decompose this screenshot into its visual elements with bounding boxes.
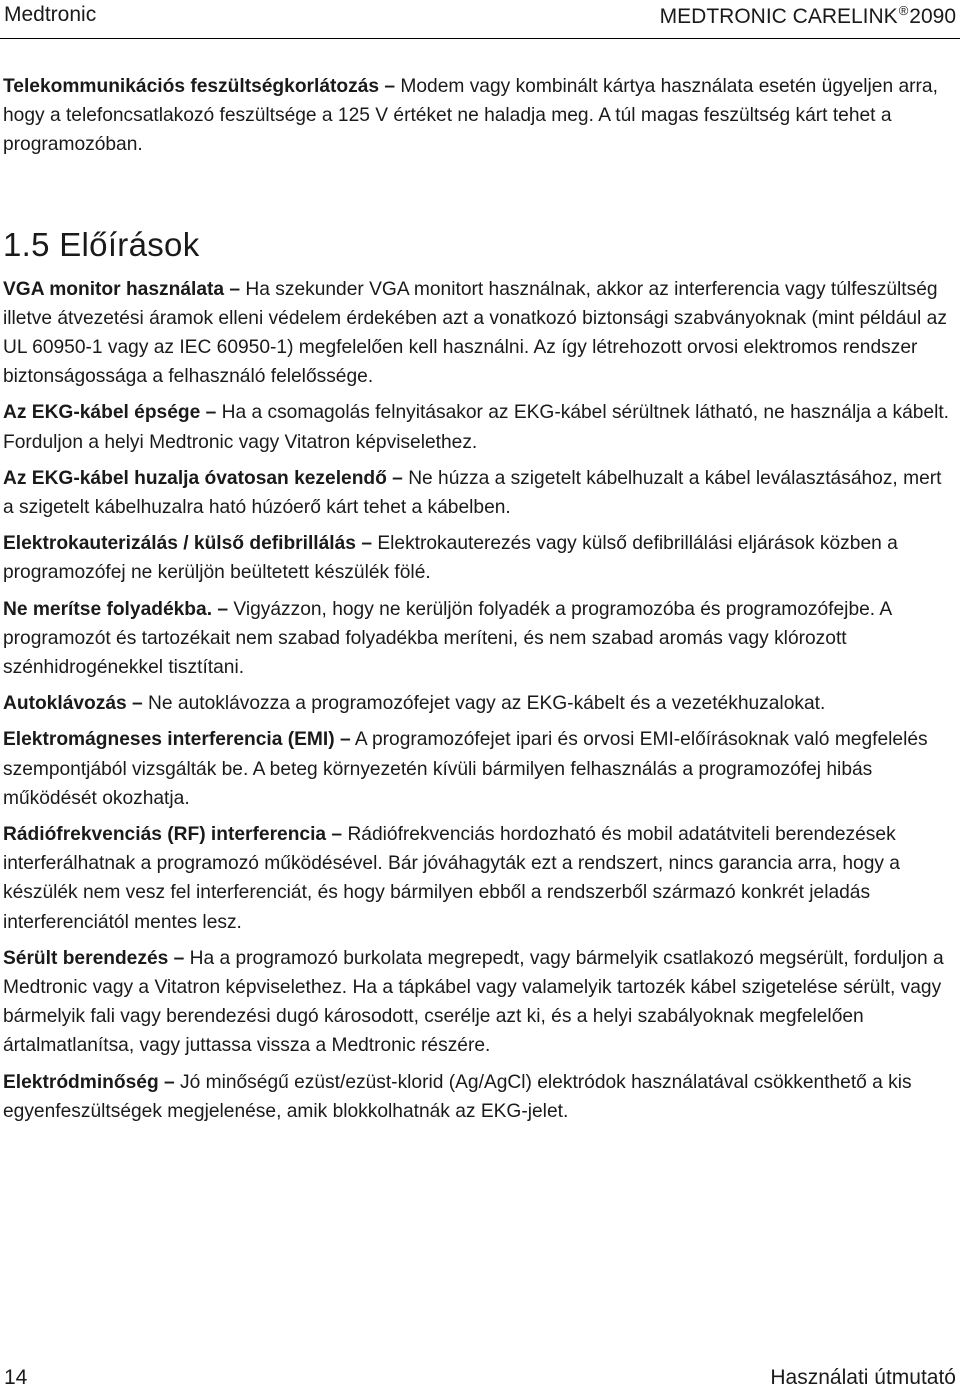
paragraph-term: Az EKG-kábel huzalja óvatosan kezelendő – [3, 467, 403, 489]
header-product-title [660, 3, 956, 29]
footer-document-title: Használati útmutató [770, 1366, 956, 1389]
paragraph-text: Ha a csomagolás felnyitásakor az EKG-kábel sérültnek látható, ne használja a kábelt. Forduljon a helyi Medtronic vagy Vitatron képviselethez. [3, 402, 950, 453]
paragraph-text: Ne autoklávozza a programozófejet vagy az EKG-kábelt és a vezetékhuzalokat. [142, 693, 826, 715]
header-product-number: 2090 [909, 5, 956, 28]
paragraph-term: Autoklávozás – [3, 693, 143, 715]
paragraph-term: Ne merítse folyadékba. – [3, 598, 229, 620]
paragraph-term: Rádiófrekvenciás (RF) interferencia – [3, 824, 343, 846]
page-content [3, 72, 957, 1133]
paragraph-term: Elektródminőség – [3, 1071, 175, 1093]
precaution-emi [3, 725, 957, 813]
paragraph-text: Ha a programozó burkolata megrepedt, vagy bármelyik csatlakozó megsérült, forduljon a Medtronic vagy a Vitatron képviselethez. Ha a tápkábel vagy valamelyik tartozék kábel szigetelése sérült, vagy bármelyik fali vagy berendezési dugó károsodott, cserélje azt ki, és a helyi szabályoknak megfelelően ártalmatlanítsa, vagy juttassa vissza a Medtronic részére. [3, 947, 944, 1057]
paragraph-term: Telekommunikációs feszültségkorlátozás – [3, 76, 396, 97]
paragraph-text: Vigyázzon, hogy ne kerüljön folyadék a programozóba és programozófejbe. A programozót és tartozékait nem szabad folyadékba meríteni, és nem szabad aromás vagy klórozott szénhidrogénekkel tisztítani. [3, 598, 892, 679]
paragraph-text: Ne húzza a szigetelt kábelhuzalt a kábel leválasztásához, mert a szigetelt kábelhuzalra ható húzóerő kárt tehet a kábelben. [3, 467, 942, 519]
paragraph-term: VGA monitor használata – [3, 278, 241, 300]
precaution-electrocautery [3, 529, 957, 587]
precaution-electrode-quality [3, 1068, 957, 1126]
page-number: 14 [4, 1366, 28, 1389]
page-footer [0, 1352, 960, 1391]
paragraph-text: Modem vagy kombinált kártya használata esetén ügyeljen arra, hogy a telefoncsatlakozó feszültsége a 125 V értéket ne haladja meg. A túl magas feszültség kárt tehet a programozóban. [3, 76, 938, 156]
precaution-ecg-lead-handling [3, 464, 957, 522]
registered-mark: ® [898, 3, 909, 18]
section-heading: 1.5 Előírások [3, 225, 200, 263]
paragraph-term: Sérült berendezés – [3, 947, 185, 969]
paragraph-text: Rádiófrekvenciás hordozható és mobil adatátviteli berendezések interferálhatnak a programozó működésével. Bár jóváhagyták ezt a rendszert, nincs garancia arra, hogy a készülék nem vesz fel interferenciát, és hogy bármilyen ebből a rendszerből származó konkrét jeladás interferenciától mentes lesz. [3, 824, 900, 933]
paragraph-term: Az EKG-kábel épsége – [3, 402, 217, 424]
paragraph-term: Elektrokauterizálás / külső defibrillálás – [3, 533, 372, 555]
header-brand: Medtronic [4, 3, 97, 26]
precaution-damaged-equipment [3, 944, 957, 1061]
header-divider [0, 38, 960, 39]
paragraph-text: A programozófejet ipari és orvosi EMI-előírásoknak való megfelelés szempontjából vizsgálták be. A beteg környezetén kívüli bármilyen felhasználás a programozófej hibás működését okozhatja. [3, 729, 928, 809]
page-header [0, 0, 960, 40]
precaution-immersion [3, 595, 957, 683]
intro-paragraph [3, 72, 957, 160]
precaution-autoclave [3, 689, 957, 718]
paragraph-text: Jó minőségű ezüst/ezüst-klorid (Ag/AgCl) elektródok használatával csökkenthető a kis egyenfeszültségek megjelenése, amik blokkolhatnák az EKG-jelet. [3, 1071, 912, 1122]
header-product-name: MEDTRONIC CARELINK [659, 5, 898, 28]
paragraph-text: Ha szekunder VGA monitort használnak, akkor az interferencia vagy túlfeszültség illetve átvezetési áramok elleni védelem érdekében azt a vonatkozó biztonsági szabványoknak (mint például az UL 60950-1 vagy az IEC 60950-1) megfelelően kell használni. Az így létrehozott orvosi elektromos rendszer biztonságossága a felhasználó felelőssége. [3, 278, 947, 388]
paragraph-text: Elektrokauterezés vagy külső defibrillálási eljárások közben a programozófej ne kerüljön beültetett készülék fölé. [3, 533, 898, 584]
precaution-rf-interference [3, 820, 957, 937]
precaution-ecg-cable-integrity [3, 398, 957, 456]
paragraph-term: Elektromágneses interferencia (EMI) – [3, 729, 351, 751]
precaution-vga-monitor [3, 275, 957, 392]
